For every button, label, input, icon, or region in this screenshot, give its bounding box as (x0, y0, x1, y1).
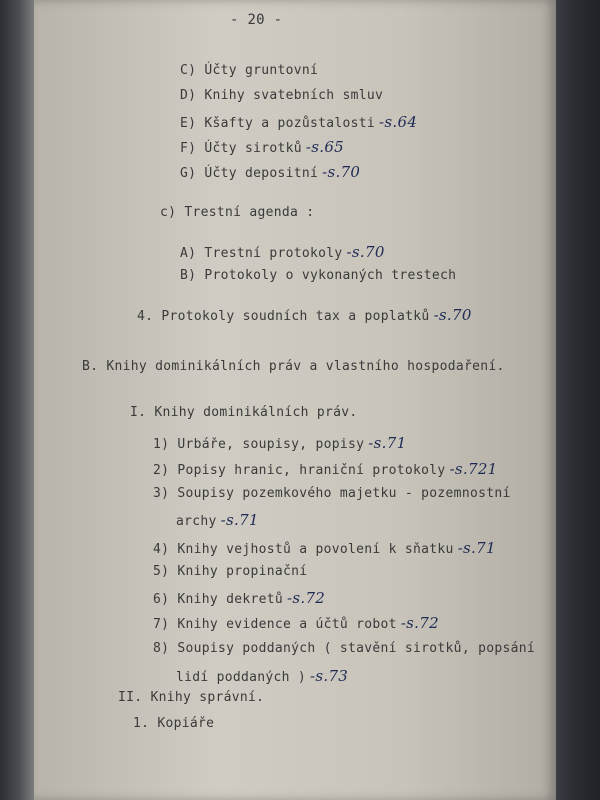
text-line: A) Trestní protokoly -s.70 (180, 243, 385, 261)
handwritten-note: -s.71 (220, 511, 259, 529)
subsection-heading: I. Knihy dominikálních práv. (130, 405, 358, 420)
book-binding (0, 0, 34, 800)
section-heading: B. Knihy dominikálních práv a vlastního hospodaření. (82, 359, 505, 374)
text-line: F) Účty sirotků -s.65 (180, 138, 345, 156)
text-line: lidí poddaných ) -s.73 (176, 667, 349, 685)
text-line: 5) Knihy propinační (153, 564, 308, 579)
text-line: 4) Knihy vejhostů a povolení k sňatku -s.71 (153, 539, 496, 557)
handwritten-note: -s.70 (433, 306, 472, 324)
handwritten-note: -s.72 (400, 614, 439, 632)
text-line: G) Účty depositní -s.70 (180, 163, 361, 181)
handwritten-note: -s.71 (457, 539, 496, 557)
text-line: B) Protokoly o vykonaných trestech (180, 268, 457, 283)
text-line: archy -s.71 (176, 511, 259, 529)
handwritten-note: -s.71 (368, 434, 407, 452)
text-line: 3) Soupisy pozemkového majetku - pozemnostní (153, 486, 511, 501)
handwritten-note: -s.65 (305, 138, 345, 156)
section-heading: c) Trestní agenda : (160, 205, 315, 220)
handwritten-note: -s.73 (310, 667, 349, 685)
page-number: - 20 - (230, 12, 283, 28)
text-line: 1. Kopiáře (133, 716, 215, 731)
text-line: 2) Popisy hranic, hraniční protokoly -s.721 (153, 460, 498, 478)
page-edge (556, 0, 600, 800)
text-line: 6) Knihy dekretů -s.72 (153, 589, 326, 607)
text-line: 4. Protokoly soudních tax a poplatků -s.70 (137, 306, 472, 324)
handwritten-note: -s.72 (287, 589, 326, 607)
text-line: 1) Urbáře, soupisy, popisy -s.71 (153, 434, 407, 452)
handwritten-note: -s.70 (346, 243, 385, 261)
handwritten-note: -s.70 (322, 163, 361, 181)
handwritten-note: -s.64 (379, 113, 418, 131)
subsection-heading: II. Knihy správní. (118, 690, 265, 705)
text-line: E) Kšafty a pozůstalosti -s.64 (180, 113, 418, 131)
text-line: D) Knihy svatebních smluv (180, 88, 384, 103)
text-line: 8) Soupisy poddaných ( stavění sirotků, popsání (153, 641, 535, 656)
text-line: 7) Knihy evidence a účtů robot -s.72 (153, 614, 439, 632)
text-line: C) Účty gruntovní (180, 63, 319, 78)
handwritten-note: -s.721 (449, 460, 498, 478)
